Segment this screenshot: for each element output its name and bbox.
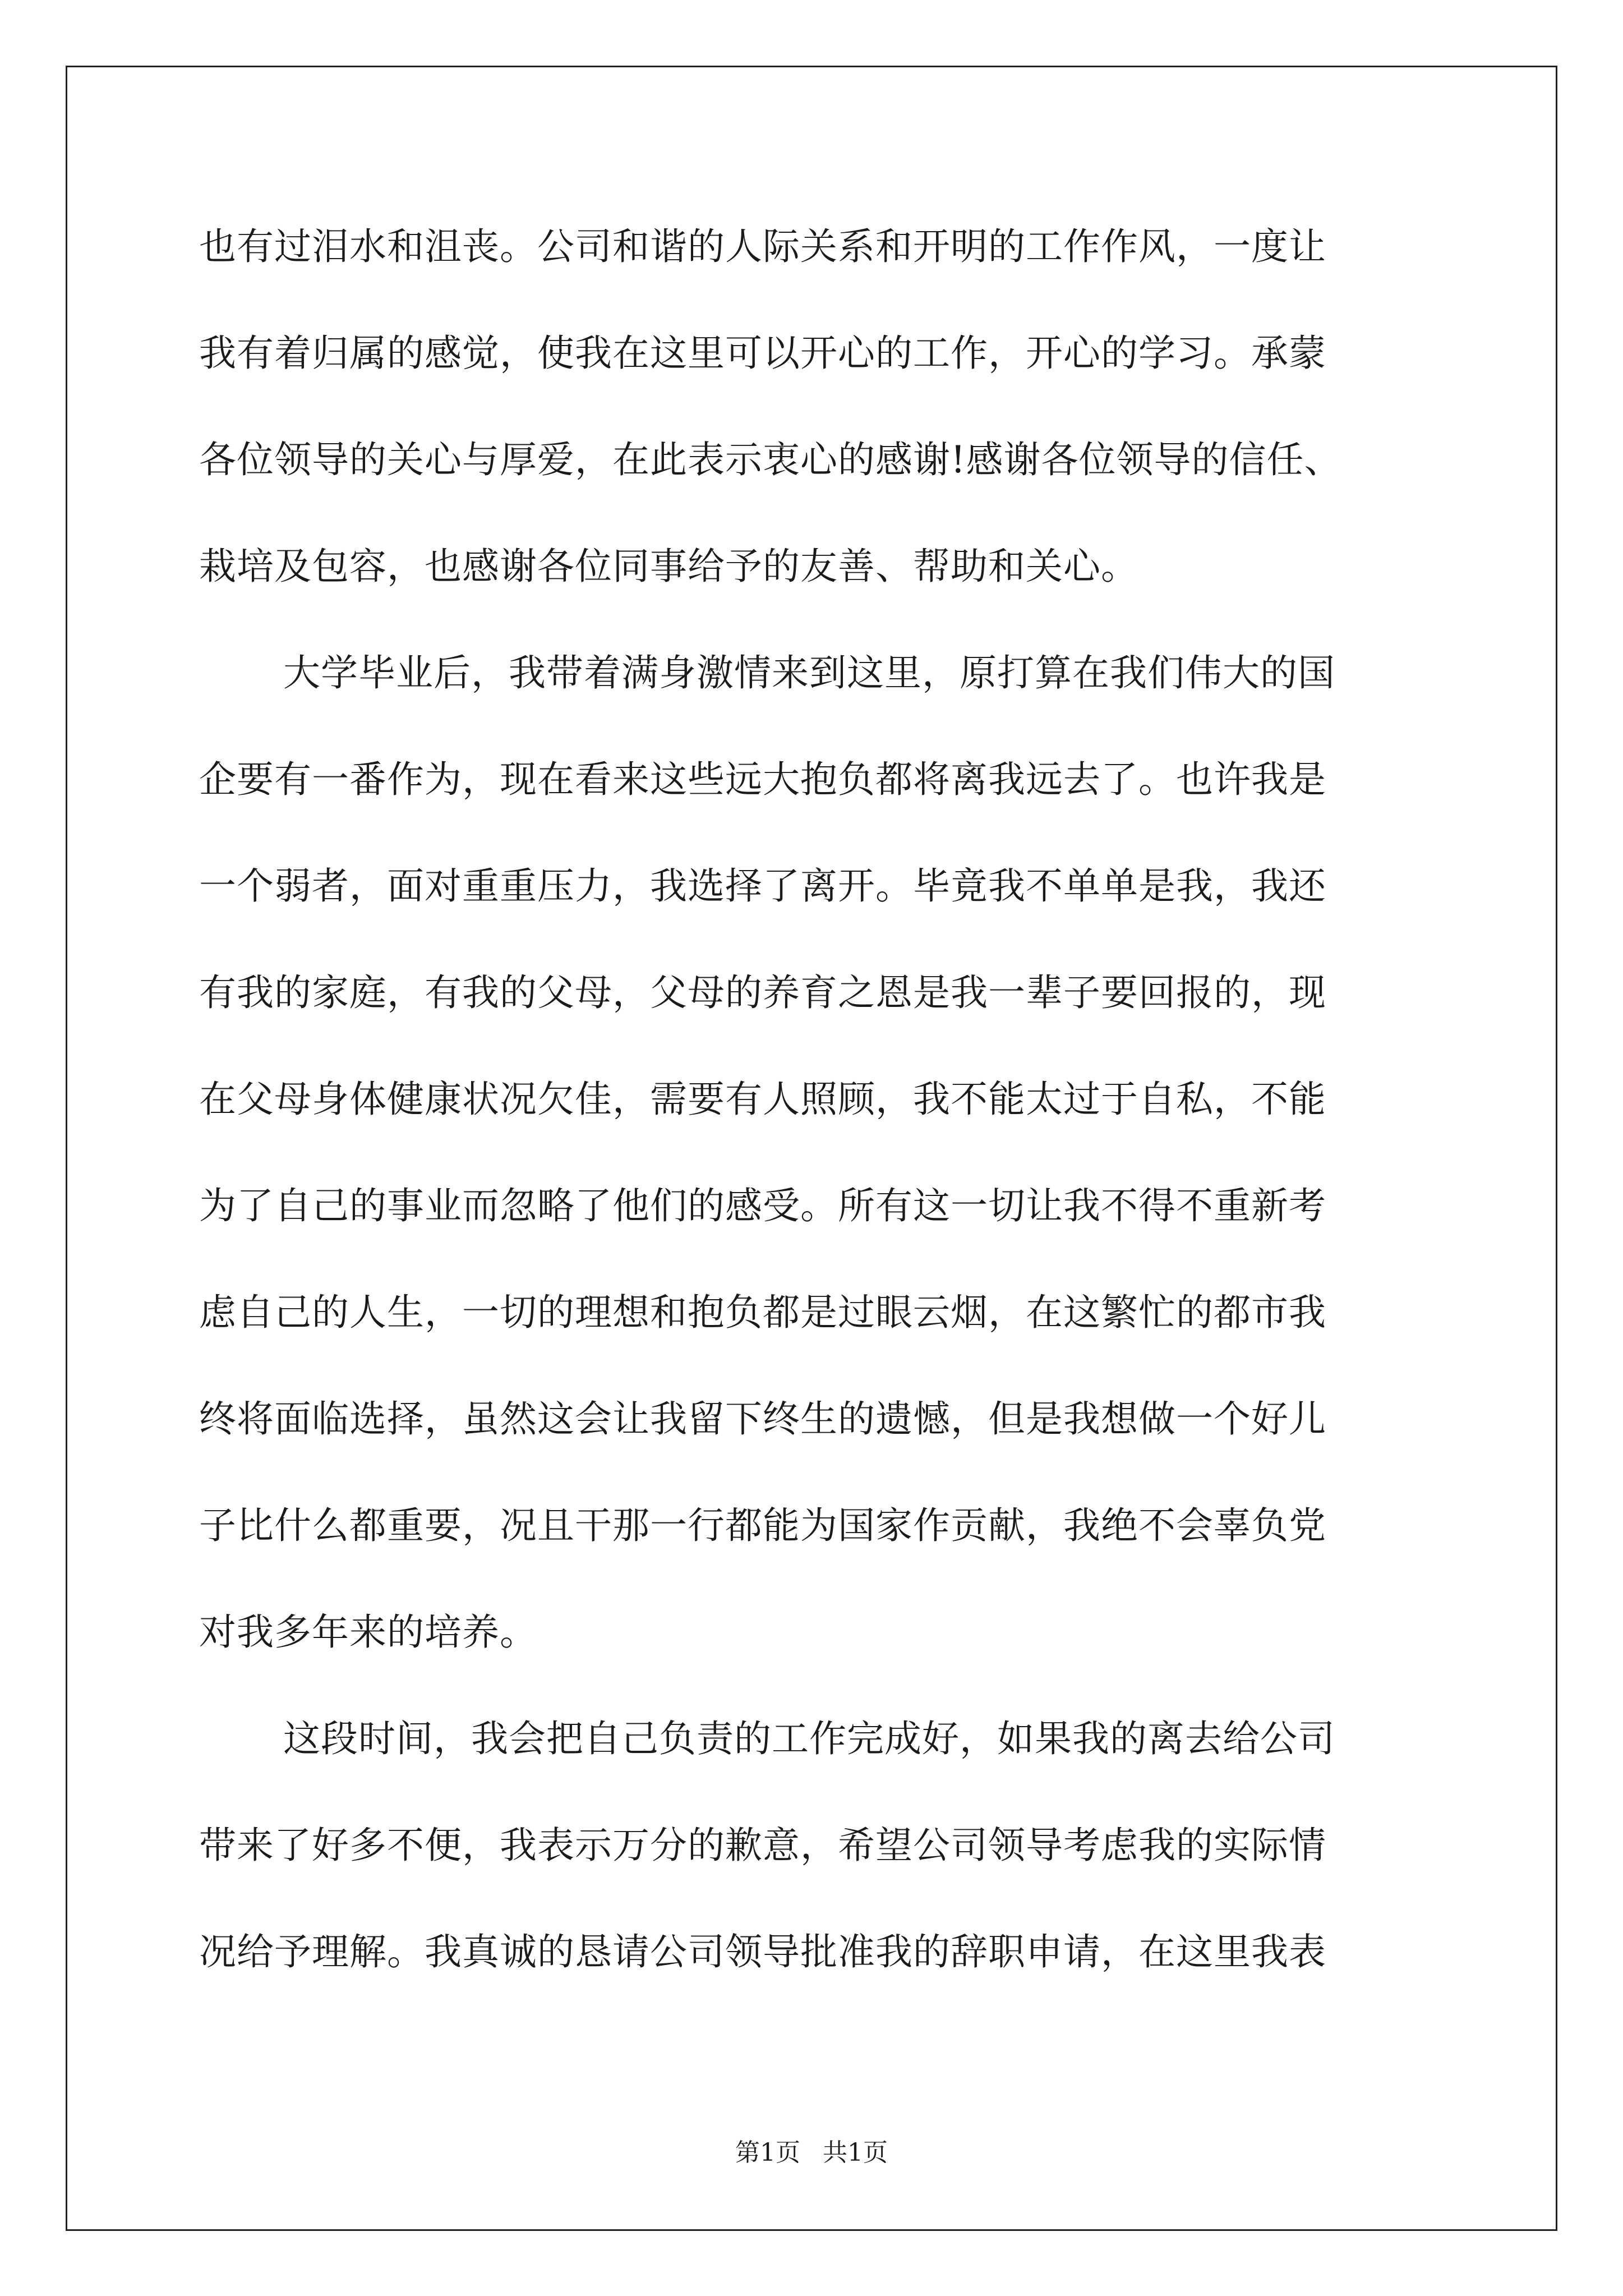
text-line: 在父母身体健康状况欠佳，需要有人照顾，我不能太过于自私，不能 [199,1078,1326,1121]
text-line: 虑自己的人生，一切的理想和抱负都是过眼云烟，在这繁忙的都市我 [199,1291,1326,1334]
text-line: 一个弱者，面对重重压力，我选择了离开。毕竟我不单单是我，我还 [199,864,1326,908]
text-line: 企要有一番作为，现在看来这些远大抱负都将离我远去了。也许我是 [199,758,1326,801]
text-line: 有我的家庭，有我的父母，父母的养育之恩是我一辈子要回报的，现 [199,971,1326,1014]
document-body [199,213,1450,2025]
text-line: 栽培及包容，也感谢各位同事给予的友善、帮助和关心。 [199,545,1138,588]
paragraph-start-line: 这段时间，我会把自己负责的工作完成好，如果我的离去给公司 [283,1717,1335,1760]
page-footer [0,2136,1623,2170]
text-line: 各位领导的关心与厚爱，在此表示衷心的感谢!感谢各位领导的信任、 [199,438,1342,481]
page-total: 共1页 [823,2138,888,2167]
page-number: 第1页 [735,2138,800,2167]
text-line: 也有过泪水和沮丧。公司和谐的人际关系和开明的工作作风，一度让 [199,225,1326,268]
text-line: 对我多年来的培养。 [199,1611,537,1654]
paragraph-start-line: 大学毕业后，我带着满身激情来到这里，原打算在我们伟大的国 [283,651,1335,694]
text-line: 终将面临选择，虽然这会让我留下终生的遗憾，但是我想做一个好儿 [199,1397,1326,1441]
text-line: 子比什么都重要，况且干那一行都能为国家作贡献，我绝不会辜负党 [199,1504,1326,1547]
text-line: 况给予理解。我真诚的恳请公司领导批准我的辞职申请，在这里我表 [199,1930,1326,1973]
text-line: 我有着归属的感觉，使我在这里可以开心的工作，开心的学习。承蒙 [199,332,1326,375]
text-line: 为了自己的事业而忽略了他们的感受。所有这一切让我不得不重新考 [199,1184,1326,1227]
text-line: 带来了好多不便，我表示万分的歉意，希望公司领导考虑我的实际情 [199,1824,1326,1867]
